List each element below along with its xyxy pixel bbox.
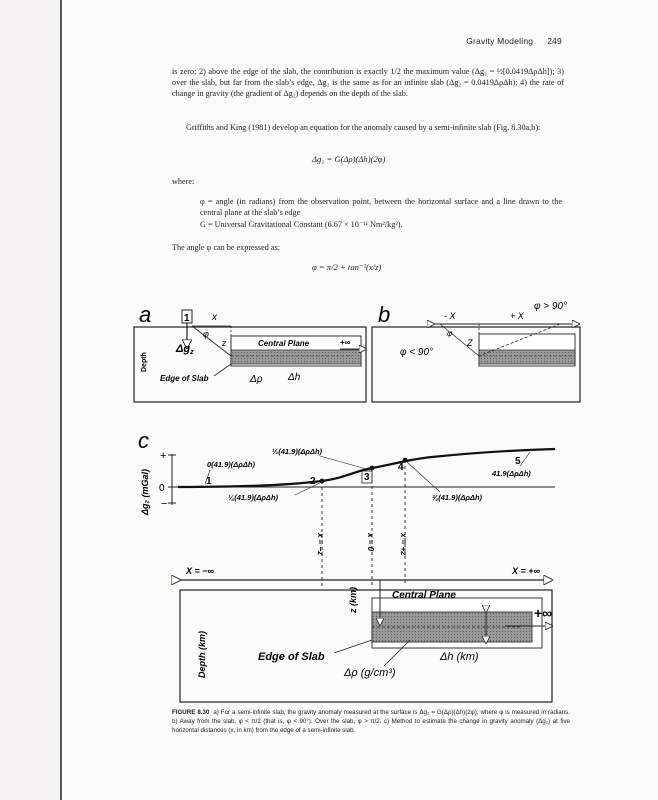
panel-c-central-plane: Central Plane: [392, 590, 456, 601]
panel-c-point-3: 3: [364, 472, 370, 483]
panel-c-zero: 0: [159, 483, 165, 494]
panel-a-delta-g: Δgz: [176, 343, 194, 356]
panel-a-delta-h: Δh: [288, 372, 301, 383]
panel-c-x-zero: x = 0: [366, 533, 375, 552]
panel-c-point-5: 5: [515, 456, 521, 467]
panel-a-edge-of-slab: Edge of Slab: [160, 374, 209, 383]
caption-label: FIGURE 8.30: [172, 709, 210, 716]
panel-c-ann-three-quarter: ¾(41.9)(ΔρΔh): [432, 493, 483, 502]
figure-caption: [172, 708, 570, 735]
panel-c-plus-inf: +∞: [534, 605, 553, 621]
panel-c-delta-rho-units: Δρ (g/cm³): [344, 667, 396, 679]
figure-b: [372, 301, 580, 402]
panel-c-point-4: 4: [398, 462, 404, 473]
panel-a-slab: [231, 350, 361, 364]
panel-c-point-2: 2: [310, 476, 316, 487]
panel-b-slab: [479, 350, 575, 364]
panel-a-central-plane: Central Plane: [258, 339, 310, 348]
panel-c-x-minus-z: x = −z: [316, 533, 325, 556]
figure-c: [138, 428, 555, 702]
equation-angle: φ = π/2 + tan⁻¹(x/z): [312, 262, 382, 272]
panel-c-ann-zero: 0(41.9)(ΔρΔh): [207, 460, 255, 469]
panel-c-point-1: 1: [206, 476, 212, 487]
paragraph-3: The angle φ can be expressed as:: [172, 243, 280, 252]
panel-c-y-axis-label: Δg₂ (mGal): [140, 469, 150, 515]
panel-a-depth: Depth: [141, 352, 148, 372]
equation-anomaly: Δg₂ = G(Δρ)(Δh)(2φ): [312, 154, 386, 164]
panel-a-delta-rho: Δρ: [250, 374, 263, 385]
panel-c-x-plus-inf: X = +∞: [512, 566, 540, 576]
panel-b-phi-lt: φ < 90°: [400, 347, 434, 358]
paragraph-1: is zero; 2) above the edge of the slab, the contribution is exactly 1/2 the maximum value (Δg₂ = ½[0.0419ΔρΔh]); 3) over the slab, but far from the slab’s edge, Δg₂ is the same as for an infinite slab (Δg₂ = 0.0419ΔρΔh); 4) the rate of change in gravity (the gradient of Δg₂) depends on the depth of the slab.: [172, 67, 564, 99]
figure-a: [134, 302, 366, 402]
panel-a-phi: φ: [203, 329, 209, 339]
definition-g: G = Universal Gravitational Constant (6.67 × 10⁻¹¹ Nm²/kg²).: [200, 220, 403, 229]
page-number: 249: [547, 36, 562, 46]
panel-a-plus-inf: +∞: [340, 338, 351, 347]
panel-c-ann-full: 41.9(ΔρΔh): [492, 469, 531, 478]
panel-b-sight-left: [440, 324, 479, 356]
panel-a-station: 1: [184, 313, 190, 324]
panel-a-z-label: z: [222, 338, 227, 348]
panel-c-z-km: z (km): [348, 586, 358, 613]
panel-c-plus: +: [160, 450, 167, 462]
panel-b-label: b: [378, 302, 391, 327]
panel-a-x-label: x: [212, 312, 217, 323]
where-label: where:: [172, 177, 195, 186]
header-title: Gravity Modeling: [466, 36, 534, 46]
panel-b-phi-gt: φ > 90°: [534, 301, 568, 312]
panel-c-edge-of-slab: Edge of Slab: [258, 651, 325, 663]
panel-c-label: c: [138, 428, 149, 453]
panel-c-x-plus-z: x = +z: [399, 533, 408, 556]
panel-b-plus-x: + X: [510, 311, 524, 321]
definition-phi: φ = angle (in radians) from the observation point, between the horizontal surface and a line drawn to the central plane at the slab’s edge: [200, 197, 562, 218]
panel-c-ann-half: ½(41.9)(ΔρΔh): [272, 447, 323, 456]
panel-c-minus: −: [161, 498, 168, 510]
panel-a-edge-pointer: [214, 364, 231, 376]
panel-c-x-minus-inf: X = −∞: [186, 566, 214, 576]
panel-c-depth-km: Depth (km): [197, 631, 207, 678]
panel-a-label: a: [139, 302, 152, 327]
panel-c-edge-pointer: [334, 640, 372, 653]
panel-c-ann-quarter: ¼(41.9)(ΔρΔh): [228, 493, 279, 502]
panel-c-delta-h-km: Δh (km): [440, 651, 479, 663]
panel-b-minus-x: - X: [444, 311, 456, 321]
panel-b-z-label: Z: [467, 338, 473, 348]
paragraph-2: Griffiths and King (1981) develop an equation for the anomaly caused by a semi-infinite slab (Fig. 8.30a,b):: [186, 123, 541, 132]
panel-b-phi: φ: [447, 329, 453, 338]
caption-text: a) For a semi-infinite slab, the gravity anomaly measured at the surface is Δg₂ = G(Δρ)(Δh)(2φ), where φ is measured in radians. b) Away from the slab, φ < π/2 (that is, φ < 90°). Over the slab, φ > π/2. c) Method to estimate the change in gravity anomaly (Δg₂) at five horizontal distances (x, in km) from the edge of a semi-infinite slab.: [172, 709, 570, 734]
